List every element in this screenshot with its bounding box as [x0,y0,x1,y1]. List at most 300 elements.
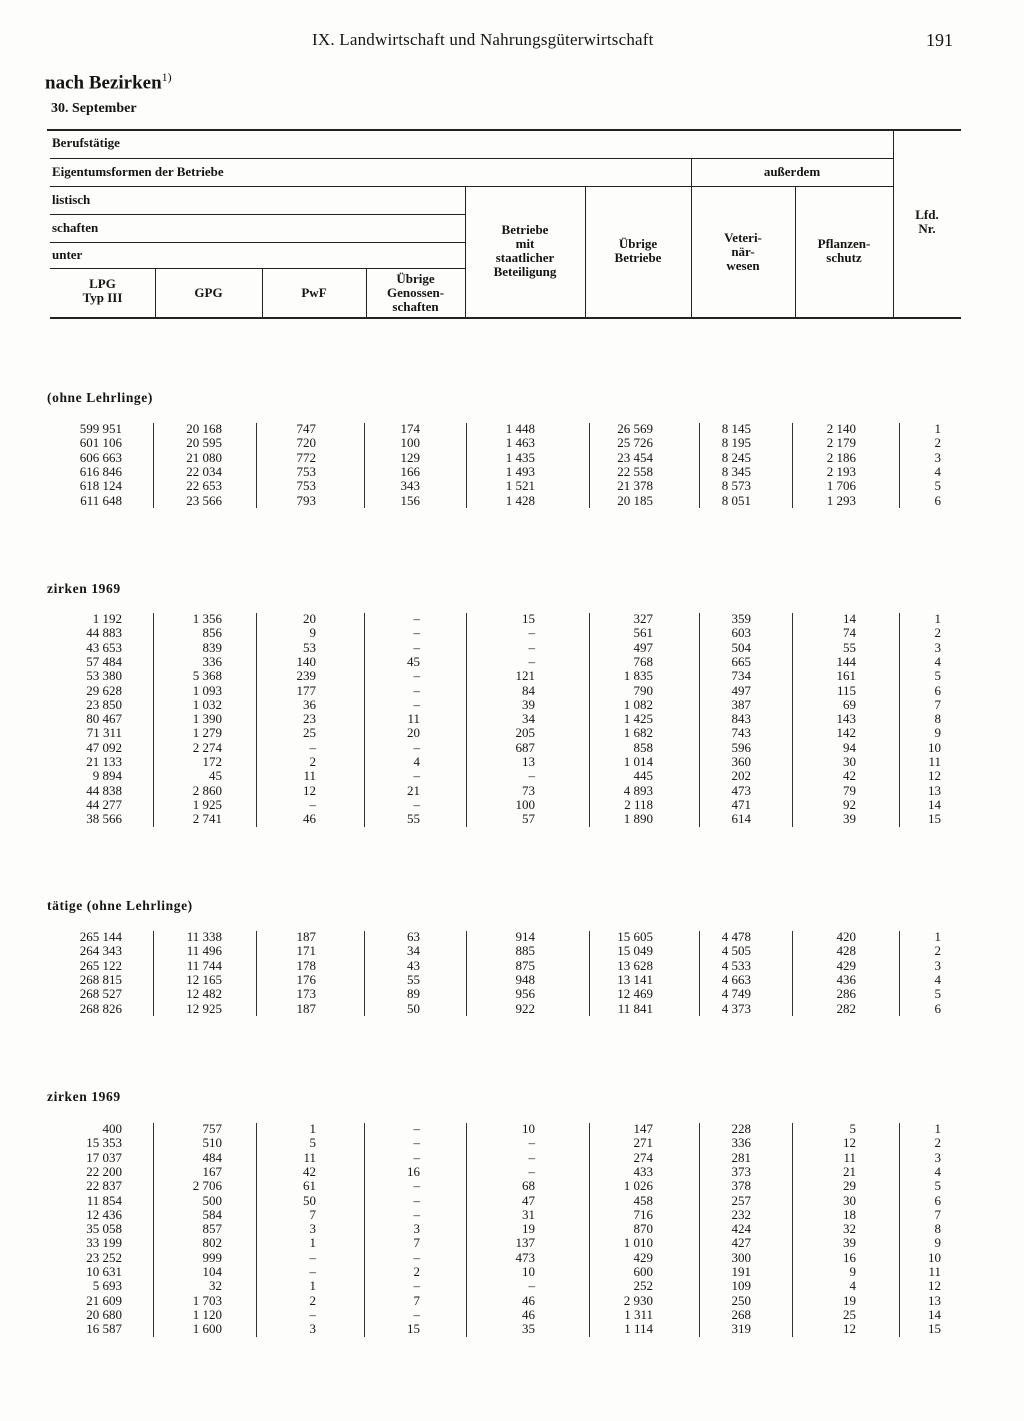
cell-lpg: 265 122 [79,957,122,973]
cell-pflanzenschutz: 21 [843,1163,856,1179]
cell-staatlich: 1 493 [505,463,535,479]
cell-lfd-nr: 7 [934,696,941,712]
cell-uebrige-betriebe: 1 682 [623,725,653,741]
cell-staatlich: – [528,625,535,641]
column-divider [699,613,700,827]
cell-uebrige-gen: 343 [400,478,420,494]
cell-lfd-nr: 8 [934,711,941,727]
cell-uebrige-gen: – [413,1149,420,1165]
cell-pwf: 12 [303,782,316,798]
cell-staatlich: 35 [522,1321,535,1337]
cell-lpg: 268 815 [79,971,122,987]
cell-staatlich: 47 [522,1192,535,1208]
cell-uebrige-gen: 55 [407,971,420,987]
cell-uebrige-gen: – [413,696,420,712]
cell-lfd-nr: 2 [934,1135,941,1151]
cell-uebrige-betriebe: 458 [633,1192,653,1208]
cell-staatlich: 100 [515,796,535,812]
cell-lpg: 47 092 [86,739,122,755]
cell-uebrige-gen: – [413,668,420,684]
header-rule-1 [50,158,893,159]
cell-lfd-nr: 1 [934,421,941,436]
cell-pwf: 239 [296,668,316,684]
cell-uebrige-gen: 100 [400,435,420,451]
cell-staatlich: 84 [522,682,535,698]
cell-lpg: 10 631 [86,1264,122,1279]
header-listisch: listisch [52,192,91,207]
cell-pwf: 140 [296,653,316,669]
cell-uebrige-gen: – [413,768,420,784]
cell-uebrige-gen: 4 [413,754,420,769]
cell-lpg: 599 951 [79,421,122,436]
cell-uebrige-betriebe: 252 [633,1278,653,1294]
cell-veterinaer: 191 [731,1264,751,1279]
cell-lpg: 17 037 [86,1149,122,1165]
col-header-uebrige-genossenschaften: Übrige Genossen- schaften [386,271,445,314]
header-eigentumsformen: Eigentumsformen der Betriebe [52,164,224,179]
cell-pwf: 36 [303,696,316,712]
cell-staatlich: 57 [522,811,535,827]
cell-uebrige-betriebe: 1 425 [623,711,653,727]
page-title [45,70,172,94]
cell-uebrige-gen: 21 [407,782,420,798]
cell-lfd-nr: 10 [928,1249,941,1265]
section-title: (ohne Lehrlinge) [47,390,153,405]
cell-uebrige-gen: – [413,611,420,626]
cell-uebrige-gen: 45 [407,653,420,669]
cell-uebrige-gen: 16 [407,1163,420,1179]
cell-lpg: 44 838 [86,782,122,798]
cell-lpg: 23 252 [86,1249,122,1265]
cell-staatlich: 10 [522,1264,535,1279]
cell-staatlich: 687 [515,739,535,755]
cell-lpg: 20 680 [86,1306,122,1322]
cell-uebrige-betriebe: 445 [633,768,653,784]
cell-lfd-nr: 13 [928,1292,941,1308]
cell-veterinaer: 268 [731,1306,751,1322]
cell-lfd-nr: 15 [928,1321,941,1337]
cell-staatlich: 1 463 [505,435,535,451]
cell-veterinaer: 471 [731,796,751,812]
column-divider [699,423,700,508]
cell-pwf: 2 [309,1292,316,1308]
column-divider [466,613,467,827]
cell-gpg: 5 368 [192,668,222,684]
cell-lfd-nr: 8 [934,1221,941,1237]
cell-lpg: 22 200 [86,1163,122,1179]
cell-gpg: 1 390 [192,711,222,727]
cell-pflanzenschutz: 79 [843,782,856,798]
cell-gpg: 999 [202,1249,222,1265]
header-rule-4 [50,242,465,243]
cell-uebrige-gen: – [413,1206,420,1222]
cell-staatlich: 473 [515,1249,535,1265]
cell-veterinaer: 8 245 [721,449,751,465]
cell-lpg: 71 311 [86,725,122,741]
cell-pflanzenschutz: 39 [843,1235,856,1251]
cell-lpg: 618 124 [79,478,122,494]
cell-gpg: 584 [202,1206,222,1222]
cell-uebrige-gen: 43 [407,957,420,973]
column-divider [364,613,365,827]
column-divider [153,613,154,827]
cell-staatlich: – [528,768,535,784]
cell-uebrige-betriebe: 21 378 [617,478,653,494]
cell-gpg: 336 [202,653,222,669]
cell-gpg: 1 279 [192,725,222,741]
cell-uebrige-gen: 156 [400,492,420,508]
cell-uebrige-gen: 3 [413,1221,420,1237]
cell-pwf: 1 [309,1121,316,1136]
cell-gpg: 1 120 [192,1306,222,1322]
cell-pflanzenschutz: 144 [836,653,856,669]
cell-gpg: 11 496 [186,943,222,959]
cell-lpg: 44 277 [86,796,122,812]
cell-uebrige-betriebe: 870 [633,1221,653,1237]
cell-veterinaer: 8 573 [721,478,751,494]
cell-pwf: 46 [303,811,316,827]
cell-lpg: 33 199 [86,1235,122,1251]
cell-uebrige-betriebe: 1 311 [624,1306,653,1322]
cell-pwf: – [309,1306,316,1322]
cell-pflanzenschutz: 420 [836,929,856,944]
cell-staatlich: – [528,1149,535,1165]
cell-staatlich: 914 [515,929,535,944]
cell-lfd-nr: 9 [934,725,941,741]
cell-lpg: 9 894 [92,768,122,784]
cell-veterinaer: 300 [731,1249,751,1265]
cell-pwf: – [309,739,316,755]
cell-uebrige-betriebe: 600 [633,1264,653,1279]
cell-veterinaer: 336 [731,1135,751,1151]
cell-gpg: 857 [202,1221,222,1237]
cell-uebrige-betriebe: 561 [633,625,653,641]
cell-uebrige-betriebe: 1 014 [623,754,653,769]
cell-lfd-nr: 12 [928,1278,941,1294]
cell-uebrige-gen: – [413,1135,420,1151]
cell-uebrige-gen: 15 [407,1321,420,1337]
cell-staatlich: – [528,653,535,669]
cell-lfd-nr: 4 [934,971,941,987]
col-header-gpg: GPG [194,285,223,300]
cell-pflanzenschutz: 5 [849,1121,856,1136]
cell-lpg: 16 587 [86,1321,122,1337]
cell-uebrige-betriebe: 20 185 [617,492,653,508]
cell-uebrige-gen: – [413,682,420,698]
cell-lpg: 5 693 [92,1278,122,1294]
col-header-pflanzenschutz: Pflanzen- schutz [817,236,871,265]
cell-veterinaer: 427 [731,1235,751,1251]
cell-lfd-nr: 1 [934,1121,941,1136]
cell-staatlich: 1 428 [505,492,535,508]
page-subtitle: 30. September [51,101,137,116]
running-head: IX. Landwirtschaft und Nahrungsgüterwirtschaft [312,30,654,49]
cell-pflanzenschutz: 19 [843,1292,856,1308]
cell-lfd-nr: 6 [934,492,941,508]
column-divider [364,1123,365,1337]
cell-lfd-nr: 1 [934,929,941,944]
cell-lpg: 21 133 [86,754,122,769]
cell-veterinaer: 359 [731,611,751,626]
cell-lpg: 264 343 [79,943,122,959]
cell-uebrige-gen: 50 [407,1000,420,1016]
cell-lpg: 53 380 [86,668,122,684]
header-berufstaetige: Berufstätige [52,135,120,150]
cell-pflanzenschutz: 2 186 [826,449,856,465]
section-title: zirken 1969 [47,1089,121,1104]
column-divider [699,931,700,1016]
cell-staatlich: 13 [522,754,535,769]
cell-pflanzenschutz: 42 [843,768,856,784]
page-number: 191 [926,30,953,50]
cell-pflanzenschutz: 436 [836,971,856,987]
col-header-staatliche-beteiligung: Betriebe mit staatlicher Beteiligung [493,222,557,279]
cell-staatlich: 34 [522,711,535,727]
cell-pwf: 176 [296,971,316,987]
cell-lfd-nr: 3 [934,639,941,655]
cell-uebrige-gen: 2 [413,1264,420,1279]
col-header-veterinaerwesen: Veteri- när- wesen [724,230,762,273]
cell-gpg: 856 [202,625,222,641]
cell-pwf: 61 [303,1178,316,1194]
cell-lpg: 1 192 [92,611,122,626]
cell-staatlich: 46 [522,1292,535,1308]
column-divider [153,423,154,508]
cell-staatlich: 46 [522,1306,535,1322]
cell-pflanzenschutz: 25 [843,1306,856,1322]
cell-uebrige-betriebe: 716 [633,1206,653,1222]
header-schaften: schaften [52,220,99,235]
cell-lfd-nr: 11 [928,1264,941,1279]
cell-gpg: 802 [202,1235,222,1251]
cell-uebrige-gen: – [413,1121,420,1136]
column-divider [589,931,590,1016]
cell-pwf: 3 [309,1321,316,1337]
cell-pwf: 9 [309,625,316,641]
cell-staatlich: 68 [522,1178,535,1194]
cell-uebrige-betriebe: 26 569 [617,421,653,436]
cell-veterinaer: 4 505 [721,943,751,959]
cell-staatlich: 875 [515,957,535,973]
cell-veterinaer: 504 [731,639,751,655]
cell-uebrige-betriebe: 497 [633,639,653,655]
col-header-lpg: LPG Typ III [82,276,123,305]
cell-staatlich: – [528,1278,535,1294]
cell-staatlich: 121 [515,668,535,684]
cell-pwf: 53 [303,639,316,655]
cell-pflanzenschutz: 286 [836,986,856,1002]
col-header-lfd-nr: Lfd. Nr. [915,207,939,236]
cell-lfd-nr: 6 [934,682,941,698]
cell-staatlich: 10 [522,1121,535,1136]
cell-veterinaer: 4 749 [721,986,751,1002]
column-divider [792,1123,793,1337]
cell-pflanzenschutz: 161 [836,668,856,684]
cell-staatlich: 31 [522,1206,535,1222]
cell-pwf: 20 [303,611,316,626]
cell-staatlich: 1 448 [505,421,535,436]
cell-pwf: 187 [296,929,316,944]
column-divider [364,931,365,1016]
cell-gpg: 2 741 [192,811,222,827]
cell-lfd-nr: 1 [934,611,941,626]
cell-gpg: 11 744 [186,957,222,973]
cell-staatlich: 205 [515,725,535,741]
cell-gpg: 23 566 [186,492,222,508]
cell-gpg: 1 703 [192,1292,222,1308]
cell-uebrige-betriebe: 790 [633,682,653,698]
cell-lpg: 29 628 [86,682,122,698]
cell-pwf: 173 [296,986,316,1002]
cell-pflanzenschutz: 92 [843,796,856,812]
cell-pwf: – [309,1249,316,1265]
cell-lfd-nr: 5 [934,1178,941,1194]
cell-lpg: 38 566 [86,811,122,827]
cell-veterinaer: 497 [731,682,751,698]
cell-uebrige-gen: – [413,639,420,655]
cell-uebrige-gen: – [413,625,420,641]
cell-staatlich: 948 [515,971,535,987]
cell-pflanzenschutz: 55 [843,639,856,655]
cell-uebrige-betriebe: 12 469 [617,986,653,1002]
cell-staatlich: 137 [515,1235,535,1251]
cell-gpg: 757 [202,1121,222,1136]
cell-pwf: 5 [309,1135,316,1151]
cell-veterinaer: 614 [731,811,751,827]
cell-uebrige-betriebe: 25 726 [617,435,653,451]
cell-uebrige-gen: – [413,1278,420,1294]
cell-gpg: 20 595 [186,435,222,451]
cell-gpg: 1 925 [192,796,222,812]
cell-uebrige-betriebe: 13 628 [617,957,653,973]
cell-veterinaer: 8 051 [721,492,751,508]
cell-lpg: 80 467 [86,711,122,727]
column-divider [256,1123,257,1337]
cell-veterinaer: 743 [731,725,751,741]
cell-pwf: 7 [309,1206,316,1222]
cell-gpg: 510 [202,1135,222,1151]
cell-gpg: 484 [202,1149,222,1165]
cell-uebrige-betriebe: 327 [633,611,653,626]
cell-pflanzenschutz: 18 [843,1206,856,1222]
cell-pflanzenschutz: 12 [843,1321,856,1337]
section-title: tätige (ohne Lehrlinge) [47,898,193,913]
cell-gpg: 172 [202,754,222,769]
cell-uebrige-gen: – [413,1249,420,1265]
cell-pwf: 11 [303,1149,316,1165]
cell-uebrige-betriebe: 433 [633,1163,653,1179]
cell-veterinaer: 360 [731,754,751,769]
cell-lfd-nr: 3 [934,957,941,973]
cell-pwf: 793 [296,492,316,508]
cell-pwf: 178 [296,957,316,973]
cell-veterinaer: 4 478 [721,929,751,944]
cell-pwf: 720 [296,435,316,451]
cell-pflanzenschutz: 2 193 [826,463,856,479]
cell-pwf: 187 [296,1000,316,1016]
cell-uebrige-betriebe: 15 049 [617,943,653,959]
cell-pwf: 42 [303,1163,316,1179]
cell-gpg: 45 [209,768,222,784]
cell-pflanzenschutz: 12 [843,1135,856,1151]
cell-lfd-nr: 12 [928,768,941,784]
column-divider [792,613,793,827]
cell-lpg: 616 846 [79,463,122,479]
cell-lpg: 611 648 [80,492,122,508]
cell-pflanzenschutz: 74 [843,625,856,641]
cell-uebrige-betriebe: 429 [633,1249,653,1265]
cell-pflanzenschutz: 29 [843,1178,856,1194]
cell-lfd-nr: 4 [934,463,941,479]
header-ausserdem: außerdem [763,164,821,179]
cell-veterinaer: 665 [731,653,751,669]
cell-lpg: 57 484 [86,653,122,669]
cell-gpg: 2 860 [192,782,222,798]
cell-pflanzenschutz: 9 [849,1264,856,1279]
cell-staatlich: 1 435 [505,449,535,465]
cell-lpg: 268 527 [79,986,122,1002]
cell-veterinaer: 473 [731,782,751,798]
cell-pflanzenschutz: 2 140 [826,421,856,436]
cell-lfd-nr: 3 [934,1149,941,1165]
cell-staatlich: – [528,1135,535,1151]
cell-pwf: 747 [296,421,316,436]
cell-pwf: 2 [309,754,316,769]
cell-veterinaer: 8 145 [721,421,751,436]
cell-gpg: 1 032 [192,696,222,712]
cell-lfd-nr: 10 [928,739,941,755]
cell-pwf: – [309,796,316,812]
cell-veterinaer: 8 195 [721,435,751,451]
cell-pwf: 23 [303,711,316,727]
column-divider [899,423,900,508]
column-divider [589,613,590,827]
cell-uebrige-betriebe: 2 118 [624,796,653,812]
column-divider [466,423,467,508]
cell-staatlich: 73 [522,782,535,798]
cell-lfd-nr: 6 [934,1000,941,1016]
cell-veterinaer: 4 373 [721,1000,751,1016]
column-divider [899,1123,900,1337]
cell-lfd-nr: 4 [934,653,941,669]
cell-pwf: 1 [309,1235,316,1251]
cell-veterinaer: 373 [731,1163,751,1179]
cell-staatlich: 885 [515,943,535,959]
column-divider [589,423,590,508]
cell-uebrige-gen: 11 [407,711,420,727]
cell-gpg: 500 [202,1192,222,1208]
cell-veterinaer: 232 [731,1206,751,1222]
header-bottom-rule [50,317,961,319]
header-rule-3 [50,214,465,215]
cell-pflanzenschutz: 94 [843,739,856,755]
cell-pwf: 753 [296,478,316,494]
cell-veterinaer: 603 [731,625,751,641]
cell-uebrige-betriebe: 1 010 [623,1235,653,1251]
cell-uebrige-betriebe: 768 [633,653,653,669]
column-divider [589,1123,590,1337]
title-footnote: 1) [161,70,172,84]
cell-pflanzenschutz: 1 293 [826,492,856,508]
cell-lpg: 268 826 [79,1000,122,1016]
cell-veterinaer: 378 [731,1178,751,1194]
cell-lpg: 22 837 [86,1178,122,1194]
cell-uebrige-betriebe: 858 [633,739,653,755]
cell-pwf: – [309,1264,316,1279]
cell-pflanzenschutz: 30 [843,1192,856,1208]
cell-lfd-nr: 2 [934,943,941,959]
column-divider [899,613,900,827]
